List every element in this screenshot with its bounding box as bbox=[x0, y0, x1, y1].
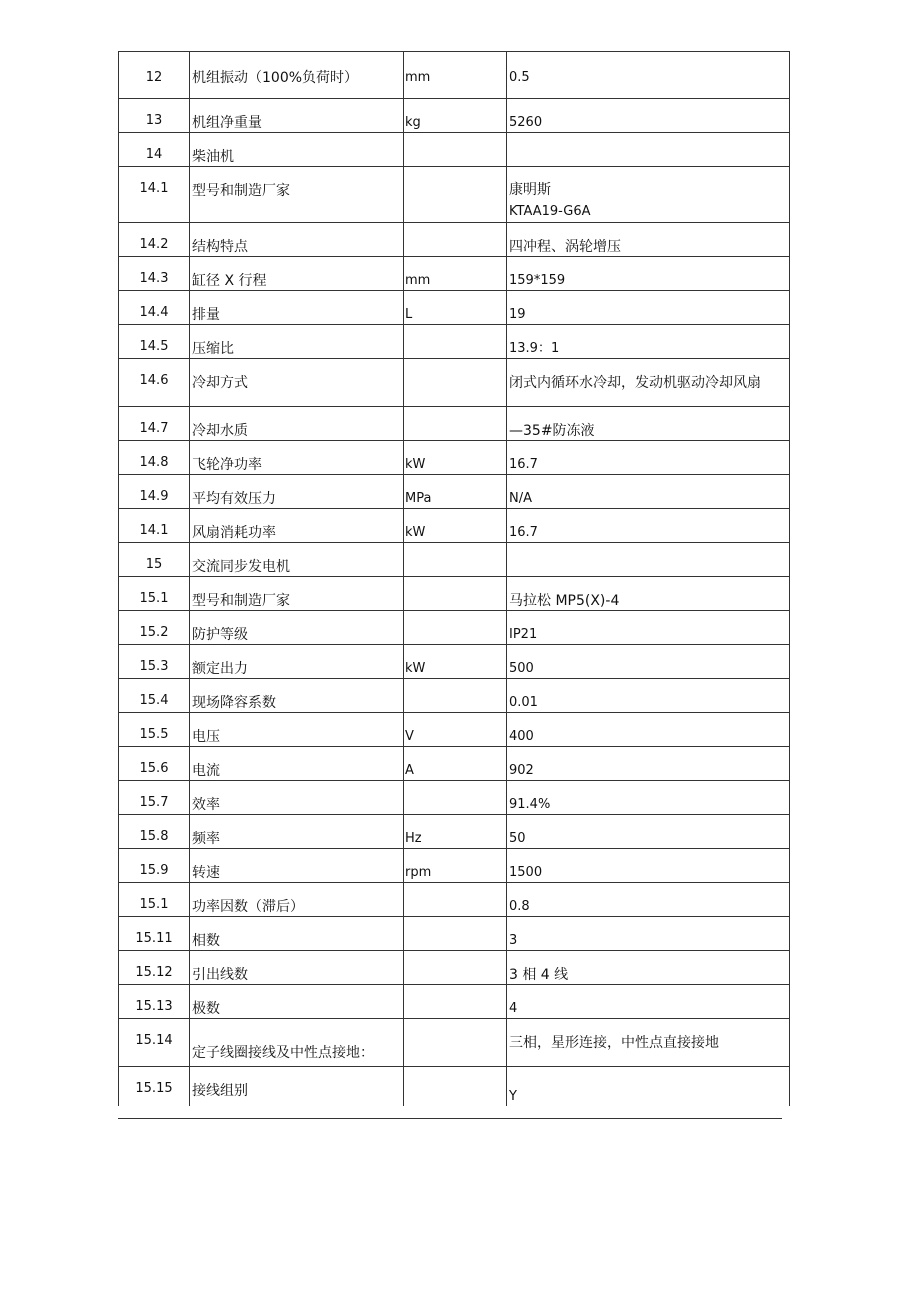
item-name: 频率 bbox=[190, 815, 404, 849]
row-number: 12 bbox=[119, 52, 190, 99]
table-row bbox=[119, 679, 790, 713]
unit bbox=[404, 359, 507, 407]
unit: mm bbox=[404, 257, 507, 291]
value: 16.7 bbox=[507, 441, 790, 475]
row-number: 14.1 bbox=[119, 167, 190, 223]
unit: kW bbox=[404, 509, 507, 543]
row-number: 14.9 bbox=[119, 475, 190, 509]
table-row bbox=[119, 441, 790, 475]
table-row bbox=[119, 645, 790, 679]
value bbox=[507, 133, 790, 167]
value: 902 bbox=[507, 747, 790, 781]
item-name: 效率 bbox=[190, 781, 404, 815]
unit bbox=[404, 611, 507, 645]
row-number: 15.4 bbox=[119, 679, 190, 713]
value: 0.5 bbox=[507, 52, 790, 99]
value: 闭式内循环水冷却，发动机驱动冷却风扇 bbox=[507, 359, 790, 407]
unit bbox=[404, 1067, 507, 1107]
row-number: 13 bbox=[119, 99, 190, 133]
table-row bbox=[119, 781, 790, 815]
unit bbox=[404, 407, 507, 441]
item-name: 风扇消耗功率 bbox=[190, 509, 404, 543]
value: Y bbox=[507, 1067, 790, 1107]
unit bbox=[404, 133, 507, 167]
row-number: 14.7 bbox=[119, 407, 190, 441]
item-name: 交流同步发电机 bbox=[190, 543, 404, 577]
item-name: 定子线圈接线及中性点接地： bbox=[190, 1019, 404, 1067]
value: 50 bbox=[507, 815, 790, 849]
item-name: 极数 bbox=[190, 985, 404, 1019]
row-number: 15.13 bbox=[119, 985, 190, 1019]
item-name: 引出线数 bbox=[190, 951, 404, 985]
value: 0.01 bbox=[507, 679, 790, 713]
row-number: 15.1 bbox=[119, 577, 190, 611]
row-number: 15.2 bbox=[119, 611, 190, 645]
item-name: 型号和制造厂家 bbox=[190, 167, 404, 223]
table-row bbox=[119, 713, 790, 747]
value-line-2: KTAA19-G6A bbox=[509, 204, 591, 219]
item-name: 电流 bbox=[190, 747, 404, 781]
unit: A bbox=[404, 747, 507, 781]
row-number: 15.8 bbox=[119, 815, 190, 849]
item-name: 压缩比 bbox=[190, 325, 404, 359]
unit bbox=[404, 577, 507, 611]
table-row bbox=[119, 951, 790, 985]
unit bbox=[404, 781, 507, 815]
item-name: 额定出力 bbox=[190, 645, 404, 679]
table-row bbox=[119, 1067, 790, 1107]
item-name: 排量 bbox=[190, 291, 404, 325]
table-row bbox=[119, 917, 790, 951]
spec-table bbox=[118, 51, 790, 1106]
item-name: 功率因数（滞后） bbox=[190, 883, 404, 917]
table-row bbox=[119, 543, 790, 577]
unit bbox=[404, 883, 507, 917]
unit: kW bbox=[404, 441, 507, 475]
item-name: 现场降容系数 bbox=[190, 679, 404, 713]
unit bbox=[404, 223, 507, 257]
item-name: 电压 bbox=[190, 713, 404, 747]
row-number: 14.8 bbox=[119, 441, 190, 475]
table-row bbox=[119, 475, 790, 509]
unit: V bbox=[404, 713, 507, 747]
item-name: 接线组别 bbox=[190, 1067, 404, 1107]
value: 4 bbox=[507, 985, 790, 1019]
row-number: 15.1 bbox=[119, 883, 190, 917]
unit bbox=[404, 1019, 507, 1067]
unit: L bbox=[404, 291, 507, 325]
table-row bbox=[119, 747, 790, 781]
value: 四冲程、涡轮增压 bbox=[507, 223, 790, 257]
item-name: 转速 bbox=[190, 849, 404, 883]
unit bbox=[404, 679, 507, 713]
table-row bbox=[119, 1019, 790, 1067]
value bbox=[507, 543, 790, 577]
row-number: 15.12 bbox=[119, 951, 190, 985]
row-number: 14.2 bbox=[119, 223, 190, 257]
row-number: 14.3 bbox=[119, 257, 190, 291]
value: 19 bbox=[507, 291, 790, 325]
value bbox=[507, 167, 790, 223]
value: 500 bbox=[507, 645, 790, 679]
row-number: 15 bbox=[119, 543, 190, 577]
unit bbox=[404, 167, 507, 223]
unit bbox=[404, 985, 507, 1019]
row-number: 14.1 bbox=[119, 509, 190, 543]
item-name: 相数 bbox=[190, 917, 404, 951]
table-row bbox=[119, 509, 790, 543]
row-number: 14 bbox=[119, 133, 190, 167]
row-number: 15.11 bbox=[119, 917, 190, 951]
unit: MPa bbox=[404, 475, 507, 509]
item-name: 缸径 X 行程 bbox=[190, 257, 404, 291]
value-line-1: 康明斯 bbox=[509, 182, 551, 198]
row-number: 15.5 bbox=[119, 713, 190, 747]
value: 1500 bbox=[507, 849, 790, 883]
table-row bbox=[119, 325, 790, 359]
row-number: 15.6 bbox=[119, 747, 190, 781]
table-row bbox=[119, 611, 790, 645]
value: 5260 bbox=[507, 99, 790, 133]
row-number: 15.14 bbox=[119, 1019, 190, 1067]
row-number: 14.4 bbox=[119, 291, 190, 325]
item-name: 柴油机 bbox=[190, 133, 404, 167]
item-name: 机组净重量 bbox=[190, 99, 404, 133]
item-name: 平均有效压力 bbox=[190, 475, 404, 509]
table-row bbox=[119, 985, 790, 1019]
value: 91.4% bbox=[507, 781, 790, 815]
table-row bbox=[119, 849, 790, 883]
item-name: 冷却水质 bbox=[190, 407, 404, 441]
table-row bbox=[119, 291, 790, 325]
row-number: 15.9 bbox=[119, 849, 190, 883]
item-name: 机组振动（100%负荷时） bbox=[190, 52, 404, 99]
value: 13.9：1 bbox=[507, 325, 790, 359]
item-name: 飞轮净功率 bbox=[190, 441, 404, 475]
item-name: 冷却方式 bbox=[190, 359, 404, 407]
item-name: 型号和制造厂家 bbox=[190, 577, 404, 611]
table-row bbox=[119, 815, 790, 849]
row-number: 14.6 bbox=[119, 359, 190, 407]
row-number: 15.7 bbox=[119, 781, 190, 815]
unit: rpm bbox=[404, 849, 507, 883]
unit: kg bbox=[404, 99, 507, 133]
unit: kW bbox=[404, 645, 507, 679]
table-row bbox=[119, 223, 790, 257]
value: IP21 bbox=[507, 611, 790, 645]
table-bottom-rule bbox=[118, 1118, 782, 1119]
value: 3 bbox=[507, 917, 790, 951]
table-row bbox=[119, 407, 790, 441]
unit: mm bbox=[404, 52, 507, 99]
unit bbox=[404, 917, 507, 951]
value: 16.7 bbox=[507, 509, 790, 543]
unit bbox=[404, 543, 507, 577]
unit: Hz bbox=[404, 815, 507, 849]
item-name: 防护等级 bbox=[190, 611, 404, 645]
value: 0.8 bbox=[507, 883, 790, 917]
table-row bbox=[119, 52, 790, 99]
item-name: 结构特点 bbox=[190, 223, 404, 257]
row-number: 15.15 bbox=[119, 1067, 190, 1107]
value: —35#防冻液 bbox=[507, 407, 790, 441]
value: 400 bbox=[507, 713, 790, 747]
table-row bbox=[119, 883, 790, 917]
value: 三相，星形连接，中性点直接接地 bbox=[507, 1019, 790, 1067]
unit bbox=[404, 325, 507, 359]
unit bbox=[404, 951, 507, 985]
value: N/A bbox=[507, 475, 790, 509]
table-row bbox=[119, 577, 790, 611]
row-number: 14.5 bbox=[119, 325, 190, 359]
value: 3 相 4 线 bbox=[507, 951, 790, 985]
table-row bbox=[119, 133, 790, 167]
table-row bbox=[119, 359, 790, 407]
table-row bbox=[119, 167, 790, 223]
value: 159*159 bbox=[507, 257, 790, 291]
table-row bbox=[119, 257, 790, 291]
table-row bbox=[119, 99, 790, 133]
row-number: 15.3 bbox=[119, 645, 190, 679]
value: 马拉松 MP5(X)-4 bbox=[507, 577, 790, 611]
